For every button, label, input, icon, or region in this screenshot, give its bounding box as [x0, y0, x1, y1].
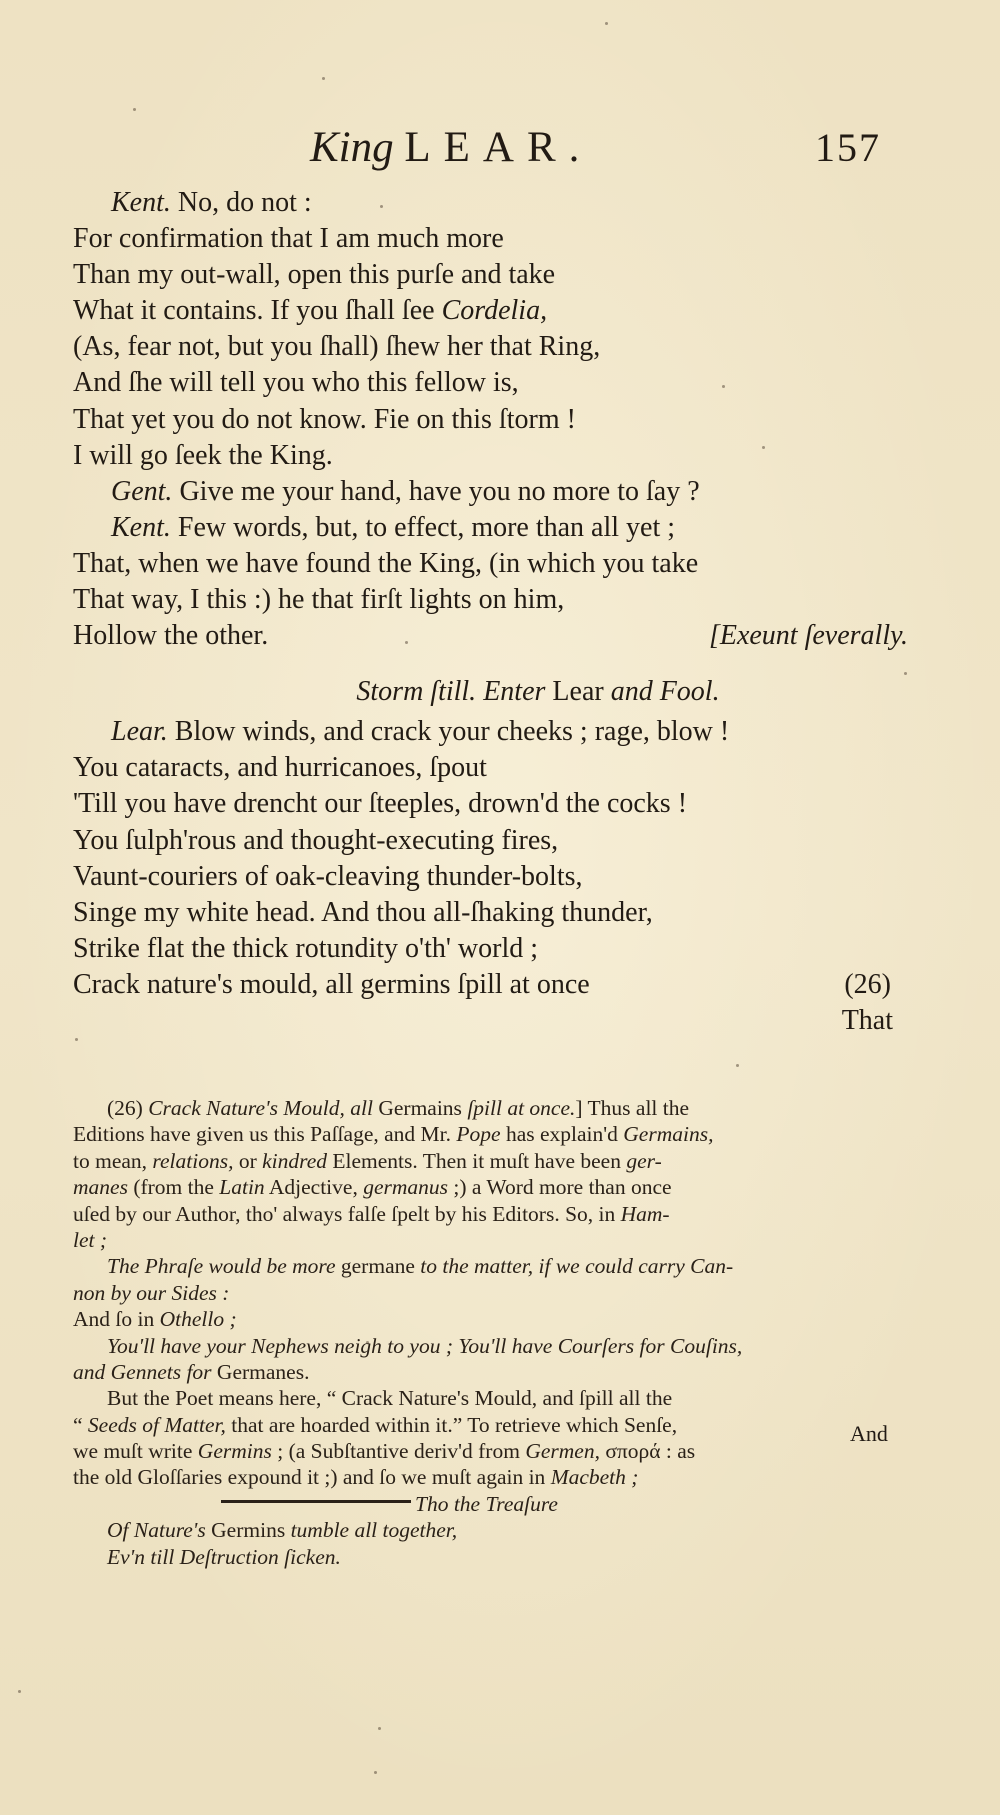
- verse-line: For confirmation that I am much more: [73, 223, 504, 255]
- running-title: [310, 118, 592, 178]
- footnote-line: non by our Sides :: [73, 1280, 230, 1305]
- verse-line: Lear. Blow winds, and crack your cheeks ; rage, blow !: [111, 716, 730, 748]
- footnote-line: let ;: [73, 1227, 108, 1252]
- footnote-line: manes (from the Latin Adjective, germanus ;) a Word more than once: [73, 1175, 672, 1200]
- verse-line: 'Till you have drencht our ſteeples, drown'd the cocks !: [73, 788, 688, 820]
- verse-line: Strike flat the thick rotundity o'th' world ;: [73, 932, 539, 964]
- verse-line: That, when we have found the King, (in which you take: [73, 547, 699, 579]
- footnote-line: Of Nature's Germins tumble all together,: [107, 1518, 458, 1543]
- paper-speck: [322, 77, 325, 80]
- paper-speck: [133, 108, 136, 111]
- verse-line: Hollow the other. [Exeunt ſeverally.: [73, 618, 908, 654]
- footnote-line: But the Poet means here, “ Crack Nature's Mould, and ſpill all the: [107, 1386, 673, 1411]
- footnote-line: The Phraſe would be more germane to the matter, if we could carry Can-: [107, 1254, 734, 1279]
- stage-direction-heading: Storm ſtill. Enter Lear and Fool.: [356, 676, 720, 708]
- footnote: [73, 1095, 895, 1570]
- verse-line: Crack nature's mould, all germins ſpill at once (26): [73, 967, 908, 1003]
- paper-speck: [18, 1690, 21, 1693]
- speaker-kent: Kent.: [111, 187, 171, 218]
- verse-line: I will go ſeek the King.: [73, 439, 333, 471]
- paper-speck: [75, 1038, 78, 1041]
- footnote-line: Ev'n till Deſtruction ſicken.: [107, 1544, 341, 1569]
- running-title-lear: LEAR.: [404, 124, 593, 171]
- paper-speck: [904, 672, 907, 675]
- page-number: 157: [815, 125, 881, 170]
- footnote-line: to mean, relations, or kindred Elements. Then it muſt have been ger-: [73, 1148, 662, 1173]
- paper-speck: [380, 205, 383, 208]
- verse-line: That way, I this :) he that firſt lights on him,: [73, 584, 565, 616]
- footnote-line: Editions have given us this Paſſage, and Mr. Pope has explain'd Germains,: [73, 1122, 714, 1147]
- verse-line: You ſulph'rous and thought-executing fires,: [73, 824, 559, 856]
- footnote-line: uſed by our Author, tho' always falſe ſpelt by his Editors. So, in Ham-: [73, 1201, 670, 1226]
- paper-speck: [378, 1727, 381, 1730]
- verse-line: (As, fear not, but you ſhall) ſhew her that Ring,: [73, 331, 601, 363]
- name-cordelia: Cordelia,: [441, 295, 548, 327]
- speaker-gent: Gent.: [111, 475, 173, 507]
- paper-speck: [722, 385, 725, 388]
- paper-speck: [736, 1064, 739, 1067]
- catchword: That: [841, 1004, 893, 1036]
- verse-line: Than my out-wall, open this purſe and take: [73, 259, 556, 291]
- verse-line: Kent. No, do not :: [111, 187, 312, 218]
- paper-speck: [374, 1771, 377, 1774]
- dash-rule: [221, 1500, 411, 1507]
- paper-speck: [605, 22, 608, 25]
- verse-line: Vaunt-couriers of oak-cleaving thunder-bolts,: [73, 860, 583, 892]
- paper-speck: [366, 1341, 369, 1344]
- play-text: [73, 185, 908, 1039]
- footnote-line: (26) Crack Nature's Mould, all Germains ſpill at once.] Thus all the: [107, 1096, 690, 1120]
- stage-direction-exeunt: [Exeunt ſeverally.: [708, 620, 908, 652]
- verse-line: What it contains. If you ſhall ſee Cordelia,: [73, 295, 548, 327]
- verse-line: You cataracts, and hurricanoes, ſpout: [73, 752, 487, 784]
- verse-line: And ſhe will tell you who this fellow is,: [73, 367, 519, 399]
- footnote-line: “ Seeds of Matter, that are hoarded within it.” To retrieve which Senſe,: [73, 1412, 678, 1437]
- page-header: [0, 118, 1000, 178]
- paper-speck: [405, 641, 408, 644]
- footnote-line: You'll have your Nephews neigh to you ; You'll have Courſers for Couſins,: [107, 1333, 743, 1358]
- footnote-line: and Gennets for Germanes.: [73, 1359, 310, 1384]
- verse-line: Gent. Give me your hand, have you no more to ſay ?: [111, 475, 700, 507]
- paper-speck: [762, 446, 765, 449]
- verse-line: That yet you do not know. Fie on this ſtorm !: [73, 403, 576, 435]
- verse-line: Kent. Few words, but, to effect, more than all yet ;: [111, 511, 676, 543]
- footnote-line: And ſo in Othello ;: [73, 1307, 237, 1332]
- footnote-reference: (26): [844, 968, 891, 1000]
- footnote-line: we muſt write Germins ; (a Subſtantive deriv'd from Germen, σπορά : as: [73, 1439, 696, 1464]
- verse-line: Singe my white head. And thou all-ſhaking thunder,: [73, 896, 653, 928]
- catchword-bottom: And: [850, 1421, 888, 1446]
- footnote-line: the old Gloſſaries expound it ;) and ſo we muſt again in Macbeth ;: [73, 1465, 639, 1490]
- running-title-king: King: [310, 124, 394, 171]
- speaker-kent: Kent.: [111, 511, 171, 543]
- speaker-lear: Lear.: [111, 716, 168, 748]
- footnote-line: Tho the Treaſure: [73, 1491, 895, 1517]
